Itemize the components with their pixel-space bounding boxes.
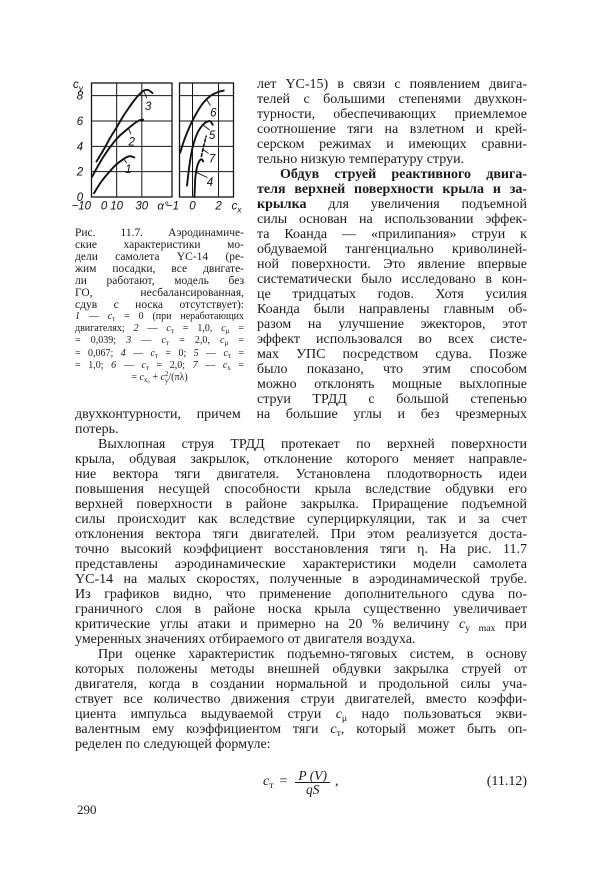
math-symbol: $c_т$ — [107, 311, 116, 324]
text-line: ние вектора тяги двигателя. Установлена плодотворность идеи — [75, 466, 527, 482]
text-line: двухконтурности, причем на большие углы и без чрезмерных — [75, 406, 527, 422]
text-line: ствует все количество движения струи двигателей, вместо коэффи- — [75, 691, 527, 707]
item-number: 3 — [126, 335, 132, 347]
math-symbol: $c_{y max}$ — [458, 616, 496, 634]
formula-expression — [263, 768, 339, 796]
text-line: систематически было исследовано в кон- — [257, 271, 527, 287]
text-line: дели самолета YC-14 (ре- — [75, 251, 244, 263]
text-line: ли работают, модель без — [75, 275, 244, 287]
text-line: жим посадки, все двигате- — [75, 263, 244, 275]
x-tick-label: 0 — [100, 200, 108, 213]
curve-label-7: 7 — [208, 153, 216, 166]
text-line: ские характеристики мо- — [75, 239, 244, 251]
equals-sign: = — [279, 774, 288, 789]
text-line: 1 — $c_т = 0$ (при неработающих — [75, 311, 245, 324]
x-tick-label: 30 — [135, 200, 149, 213]
curve-2 — [92, 120, 143, 177]
text-line: це тридцатых годов. Хотя усилия — [257, 286, 527, 302]
bold-term: теля верхней поверхности крыла и за- — [257, 181, 527, 197]
text-line: тельно низкую температуру струи. — [257, 151, 465, 167]
bold-term: Обдув струей реактивного двига- — [280, 166, 527, 182]
text-line: ной поверхности. Это явление впервые — [257, 256, 527, 272]
text-line: ГО, несбалансированная, — [75, 287, 244, 299]
fraction-numerator: P (V) — [295, 769, 330, 783]
curve-label-4: 4 — [206, 177, 214, 190]
text-line: двигателя, когда в создании нормальной и продольной силы уча- — [75, 676, 527, 692]
x-tick-label: 2 — [215, 200, 222, 213]
text-line: лет YC-15) в связи с появлением двига- — [257, 76, 527, 92]
leader-line — [207, 100, 211, 106]
item-number: 1 — [75, 311, 80, 322]
y-tick-label: 8 — [76, 90, 84, 103]
leader-line — [196, 172, 207, 177]
curve-label-6: 6 — [210, 107, 217, 120]
math-symbol: $c_{x_0}$ — [139, 371, 150, 385]
text-line: потерь. — [75, 421, 119, 437]
symbol-c: c — [263, 774, 270, 789]
full-width-text — [75, 407, 527, 752]
text-line: крыла, обдувая закрылок, отклонение которого меняет направле- — [75, 451, 527, 467]
text-line: граничного слоя в районе носка крыла существенно увеличивает — [75, 601, 527, 617]
text-line: = 1,0; 6 — $c_т = 2,0$; 7 — $c_x$ = — [75, 359, 245, 372]
text-line: умеренных значениях отбираемого от двигателя воздуха. — [75, 631, 416, 647]
item-number: 7 — [192, 359, 198, 371]
math-symbol: c 2 y — [160, 371, 169, 385]
math-symbol: $c_x$ — [222, 359, 231, 372]
item-number: 2 — [133, 323, 139, 335]
text-line: турности, обеспечивающих приемлемое — [257, 106, 527, 122]
text-line: телей с большими степенями двухкон- — [257, 91, 527, 107]
bold-term: крылка — [257, 196, 307, 212]
x-tick-label: 10 — [110, 200, 124, 213]
text-line: разом на улучшение эжекторов, этот — [257, 316, 527, 332]
text-line: отклонения вектора тяги двигателей. При этом реализуется доста- — [75, 526, 527, 542]
y-tick-label: 0 — [76, 192, 84, 204]
text-line: Рис. 11.7. Аэродинамиче- — [75, 227, 244, 239]
text-line: = $c_{x_0} + c$ 2 y /(πλ) — [131, 371, 188, 385]
y-tick-label: 4 — [76, 141, 84, 154]
text-line: серском режимах и имеющих сравни- — [257, 136, 527, 152]
symbol-subscript: т — [269, 779, 274, 791]
text-line: При оценке характеристик подъемно-тяговых систем, в основу — [98, 646, 527, 662]
formula-comma: , — [335, 774, 339, 789]
text-line: струи ТРДД с большой степенью — [257, 391, 527, 407]
y-tick-label: 2 — [76, 166, 84, 179]
math-symbol: $c_\mu$ — [335, 706, 348, 724]
curve-6 — [180, 91, 224, 153]
item-number: 6 — [111, 359, 117, 371]
text-line: валентным ему коэффициентом тяги $c_т$, который может быть оп- — [75, 721, 527, 739]
text-line — [257, 167, 527, 182]
math-symbol: $c_т$ — [161, 335, 169, 348]
item-number: 5 — [193, 347, 199, 359]
text-line: повышения несущей способности крыла вследствие обдувки его — [75, 481, 527, 497]
text-line: циента импульса выдуваемой струи $c_\mu$ надо пользоваться экви- — [75, 706, 528, 724]
formula-11-12 — [75, 768, 527, 796]
text-line: соотношение тяги на взлетном и крей- — [257, 121, 527, 137]
leader-line — [128, 128, 131, 134]
math-symbol: $c_\mu$ — [220, 335, 229, 348]
item-number: 4 — [120, 347, 126, 359]
math-symbol: $c_т$ — [223, 347, 231, 360]
math-symbol: $c_т$ — [141, 359, 149, 372]
text-line — [257, 182, 527, 197]
leader-line — [144, 91, 147, 98]
text-line: ределен по следующей формуле: — [75, 736, 271, 752]
fraction-denominator: qS — [305, 781, 320, 797]
text-line: точно высокий коэффициент восстановления тяги η. На рис. 11.7 — [75, 541, 527, 557]
math-symbol: $c_\mu$ — [221, 323, 230, 336]
x-tick-label: −10 — [71, 200, 91, 213]
text-line: сдув с носка отсутствует): — [75, 299, 244, 311]
text-line: эффект использовался во всех систе- — [257, 331, 527, 347]
text-line: YC-14 на малых скоростях, полученные в аэродинамической трубе. — [75, 571, 527, 587]
math-symbol: $c_т$ — [330, 721, 341, 739]
equation-number: (11.12) — [486, 774, 527, 789]
x-axis-label: α° — [157, 200, 169, 213]
x-axis-label: $c_x$ — [231, 200, 242, 215]
text-line: было показано, что этим способом — [257, 361, 527, 377]
text-line: Выхлопная струя ТРДД протекает по верхней поверхности — [98, 436, 527, 452]
text-line: = 0,067; 4 — $c_т = 0$; 5 — $c_т$ = — [75, 347, 245, 360]
curve-label-2: 2 — [128, 136, 135, 149]
text-line: крылка для увеличения подъемной — [257, 196, 527, 212]
text-line: можно отклонять мощные выхлопные — [257, 376, 527, 392]
text-line: которых положены методы внешней обдувки закрылка струей от — [75, 661, 527, 677]
text-line: та Коанда — «прилипания» струи к — [257, 226, 527, 242]
x-tick-label: 0 — [189, 200, 196, 213]
math-symbol: $c_т$ — [166, 323, 174, 336]
page-number: 290 — [77, 802, 97, 817]
figure-caption — [75, 227, 244, 384]
caption-text — [75, 227, 244, 311]
figure-11-7-charts — [0, 0, 260, 220]
chart-right — [166, 83, 242, 215]
text-line: верхней поверхности в районе закрылка. Приращение подъемной — [75, 496, 527, 512]
thrust-coefficient-symbol — [263, 774, 274, 790]
text-line: Коанда были направлены главным об- — [257, 301, 527, 317]
curve-4 — [195, 159, 204, 197]
leader-line — [203, 150, 209, 154]
curve-label-3: 3 — [145, 100, 152, 113]
curve-label-1: 1 — [125, 164, 132, 177]
text-line: представлены аэродинамические характеристики модели самолета — [75, 556, 527, 572]
text-line: двигателях; 2 — $c_т = 1,0$, $c_\mu$ = — [75, 323, 245, 336]
y-tick-label: 6 — [76, 116, 84, 128]
text-line: критические углы атаки и примерно на 20 % величину $c_{y max}$ при — [75, 616, 528, 634]
text-line: Из графиков видно, что применение дополнительного сдува по- — [75, 586, 527, 602]
right-column-text — [257, 77, 527, 407]
caption-legend — [75, 311, 244, 384]
curve-label-5: 5 — [208, 129, 216, 142]
text-line: силы основан на использовании эффек- — [257, 211, 527, 227]
text-line: = 0,039; 3 — $c_т = 2,0$, $c_\mu$ = — [75, 335, 245, 348]
math-symbol: $c_т$ — [150, 347, 159, 360]
chart-left — [71, 79, 172, 213]
y-axis-label: $c_y$ — [73, 79, 83, 93]
x-tick-label: −1 — [165, 200, 179, 213]
text-line: силы происходит как вследствие суперциркуляции, так и за счет — [75, 511, 527, 527]
fraction — [295, 769, 330, 796]
text-line: обдуваемой тангенциально криволиней- — [257, 241, 527, 257]
text-line: мах УПС посредством сдува. Позже — [257, 346, 527, 362]
